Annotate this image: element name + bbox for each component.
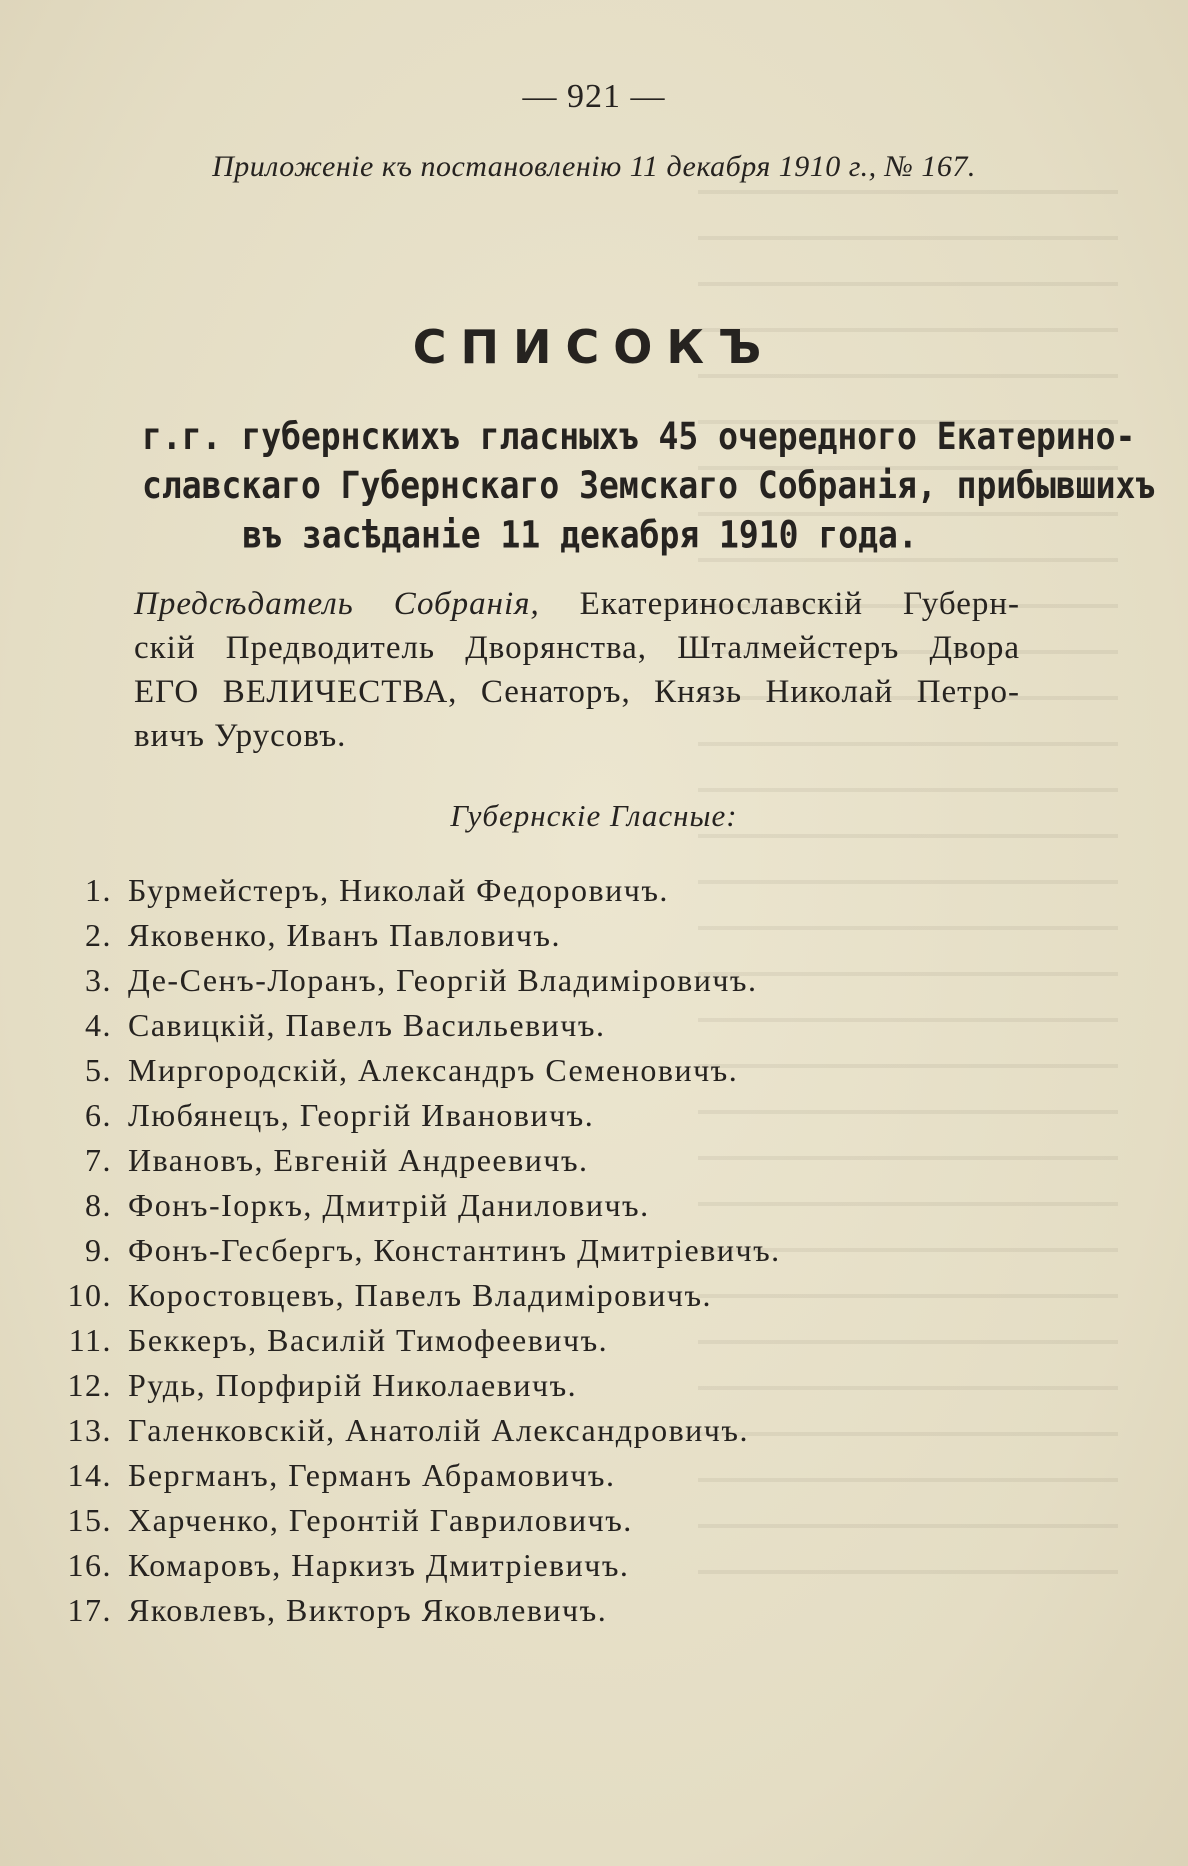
chairman-line: скій Предводитель Дворянства, Шталмейстеръ Двора [134, 630, 1020, 666]
list-item-number: 10. [67, 1277, 112, 1313]
list-item-number: 16. [67, 1547, 112, 1583]
list-item-name: Фонъ-Іоркъ, Дмитрій Даниловичъ. [128, 1187, 650, 1223]
list-item-number: 11. [68, 1322, 112, 1358]
list-item-name: Беккеръ, Василій Тимофеевичъ. [128, 1322, 609, 1358]
list-item-number: 9. [85, 1232, 112, 1268]
list-item-name: Коростовцевъ, Павелъ Владиміровичъ. [128, 1277, 712, 1313]
list-item-name: Фонъ-Гесбергъ, Константинъ Дмитріевичъ. [128, 1232, 781, 1268]
list-item [60, 1003, 1040, 1048]
list-item-name: Савицкій, Павелъ Васильевичъ. [128, 1007, 606, 1043]
list-item [60, 1543, 1040, 1588]
list-item [60, 1453, 1040, 1498]
chairman-line: ЕГО ВЕЛИЧЕСТВА, Сенаторъ, Князь Николай Петро- [134, 674, 1020, 710]
list-item-name: Яковенко, Иванъ Павловичъ. [128, 917, 561, 953]
list-item [60, 1048, 1040, 1093]
list-item [60, 1408, 1040, 1453]
chairman-line: вичъ Урусовъ. [134, 718, 347, 754]
list-item [60, 1588, 1040, 1633]
list-item-number: 17. [67, 1592, 112, 1628]
list-item-number: 12. [67, 1367, 112, 1403]
list-item [60, 958, 1040, 1003]
list-item-name: Ивановъ, Евгеній Андреевичъ. [128, 1142, 589, 1178]
list-item-name: Бурмейстеръ, Николай Федоровичъ. [128, 872, 669, 908]
list-item [60, 1093, 1040, 1138]
list-item [60, 1318, 1040, 1363]
chairman-line [134, 582, 1020, 626]
list-item-name: Миргородскій, Александръ Семеновичъ. [128, 1052, 739, 1088]
members-heading: Губернскіе Гласные: [450, 798, 738, 833]
chairman-lead: Предсѣдатель Собранія, [134, 586, 540, 622]
list-item-name: Рудь, Порфирій Николаевичъ. [128, 1367, 578, 1403]
member-list [60, 868, 1040, 1633]
document-subtitle [142, 412, 1156, 560]
list-item-number: 5. [85, 1052, 112, 1088]
list-item-name: Де-Сенъ-Лоранъ, Георгій Владиміровичъ. [128, 962, 758, 998]
list-item-number: 14. [67, 1457, 112, 1493]
subtitle-line: въ засѣданіе 11 декабря 1910 года. [242, 512, 918, 557]
list-item [60, 1228, 1040, 1273]
list-item-name: Харченко, Геронтій Гавриловичъ. [128, 1502, 633, 1538]
list-item-name: Бергманъ, Германъ Абрамовичъ. [128, 1457, 616, 1493]
list-item [60, 1363, 1040, 1408]
list-item-number: 4. [85, 1007, 112, 1043]
list-item-number: 6. [85, 1097, 112, 1133]
list-item-number: 13. [67, 1412, 112, 1448]
list-item [60, 868, 1040, 913]
chairman-paragraph [134, 582, 1020, 758]
list-item-number: 2. [85, 917, 112, 953]
list-item-number: 3. [85, 962, 112, 998]
page-number: — 921 — [522, 78, 666, 115]
document-title: СПИСОКЪ [412, 320, 776, 374]
list-item-number: 1. [85, 872, 112, 908]
list-item-name: Комаровъ, Наркизъ Дмитріевичъ. [128, 1547, 630, 1583]
list-item [60, 1498, 1040, 1543]
list-item-number: 15. [67, 1502, 112, 1538]
list-item [60, 1183, 1040, 1228]
list-item [60, 1273, 1040, 1318]
list-item-name: Яковлевъ, Викторъ Яковлевичъ. [128, 1592, 608, 1628]
chairman-line-rest: Екатеринославскій Губерн- [539, 586, 1020, 622]
list-item-name: Любянецъ, Георгій Ивановичъ. [128, 1097, 595, 1133]
list-item [60, 1138, 1040, 1183]
list-item [60, 913, 1040, 958]
list-item-name: Галенковскій, Анатолій Александровичъ. [128, 1412, 749, 1448]
subtitle-line: славскаго Губернскаго Земскаго Собранія, прибывшихъ [142, 463, 1156, 508]
list-item-number: 7. [85, 1142, 112, 1178]
subtitle-line: г.г. губернскихъ гласныхъ 45 очередного Екатерино- [142, 414, 1136, 458]
appendix-note: Приложеніе къ постановленію 11 декабря 1910 г., № 167. [212, 150, 976, 183]
list-item-number: 8. [85, 1187, 112, 1223]
